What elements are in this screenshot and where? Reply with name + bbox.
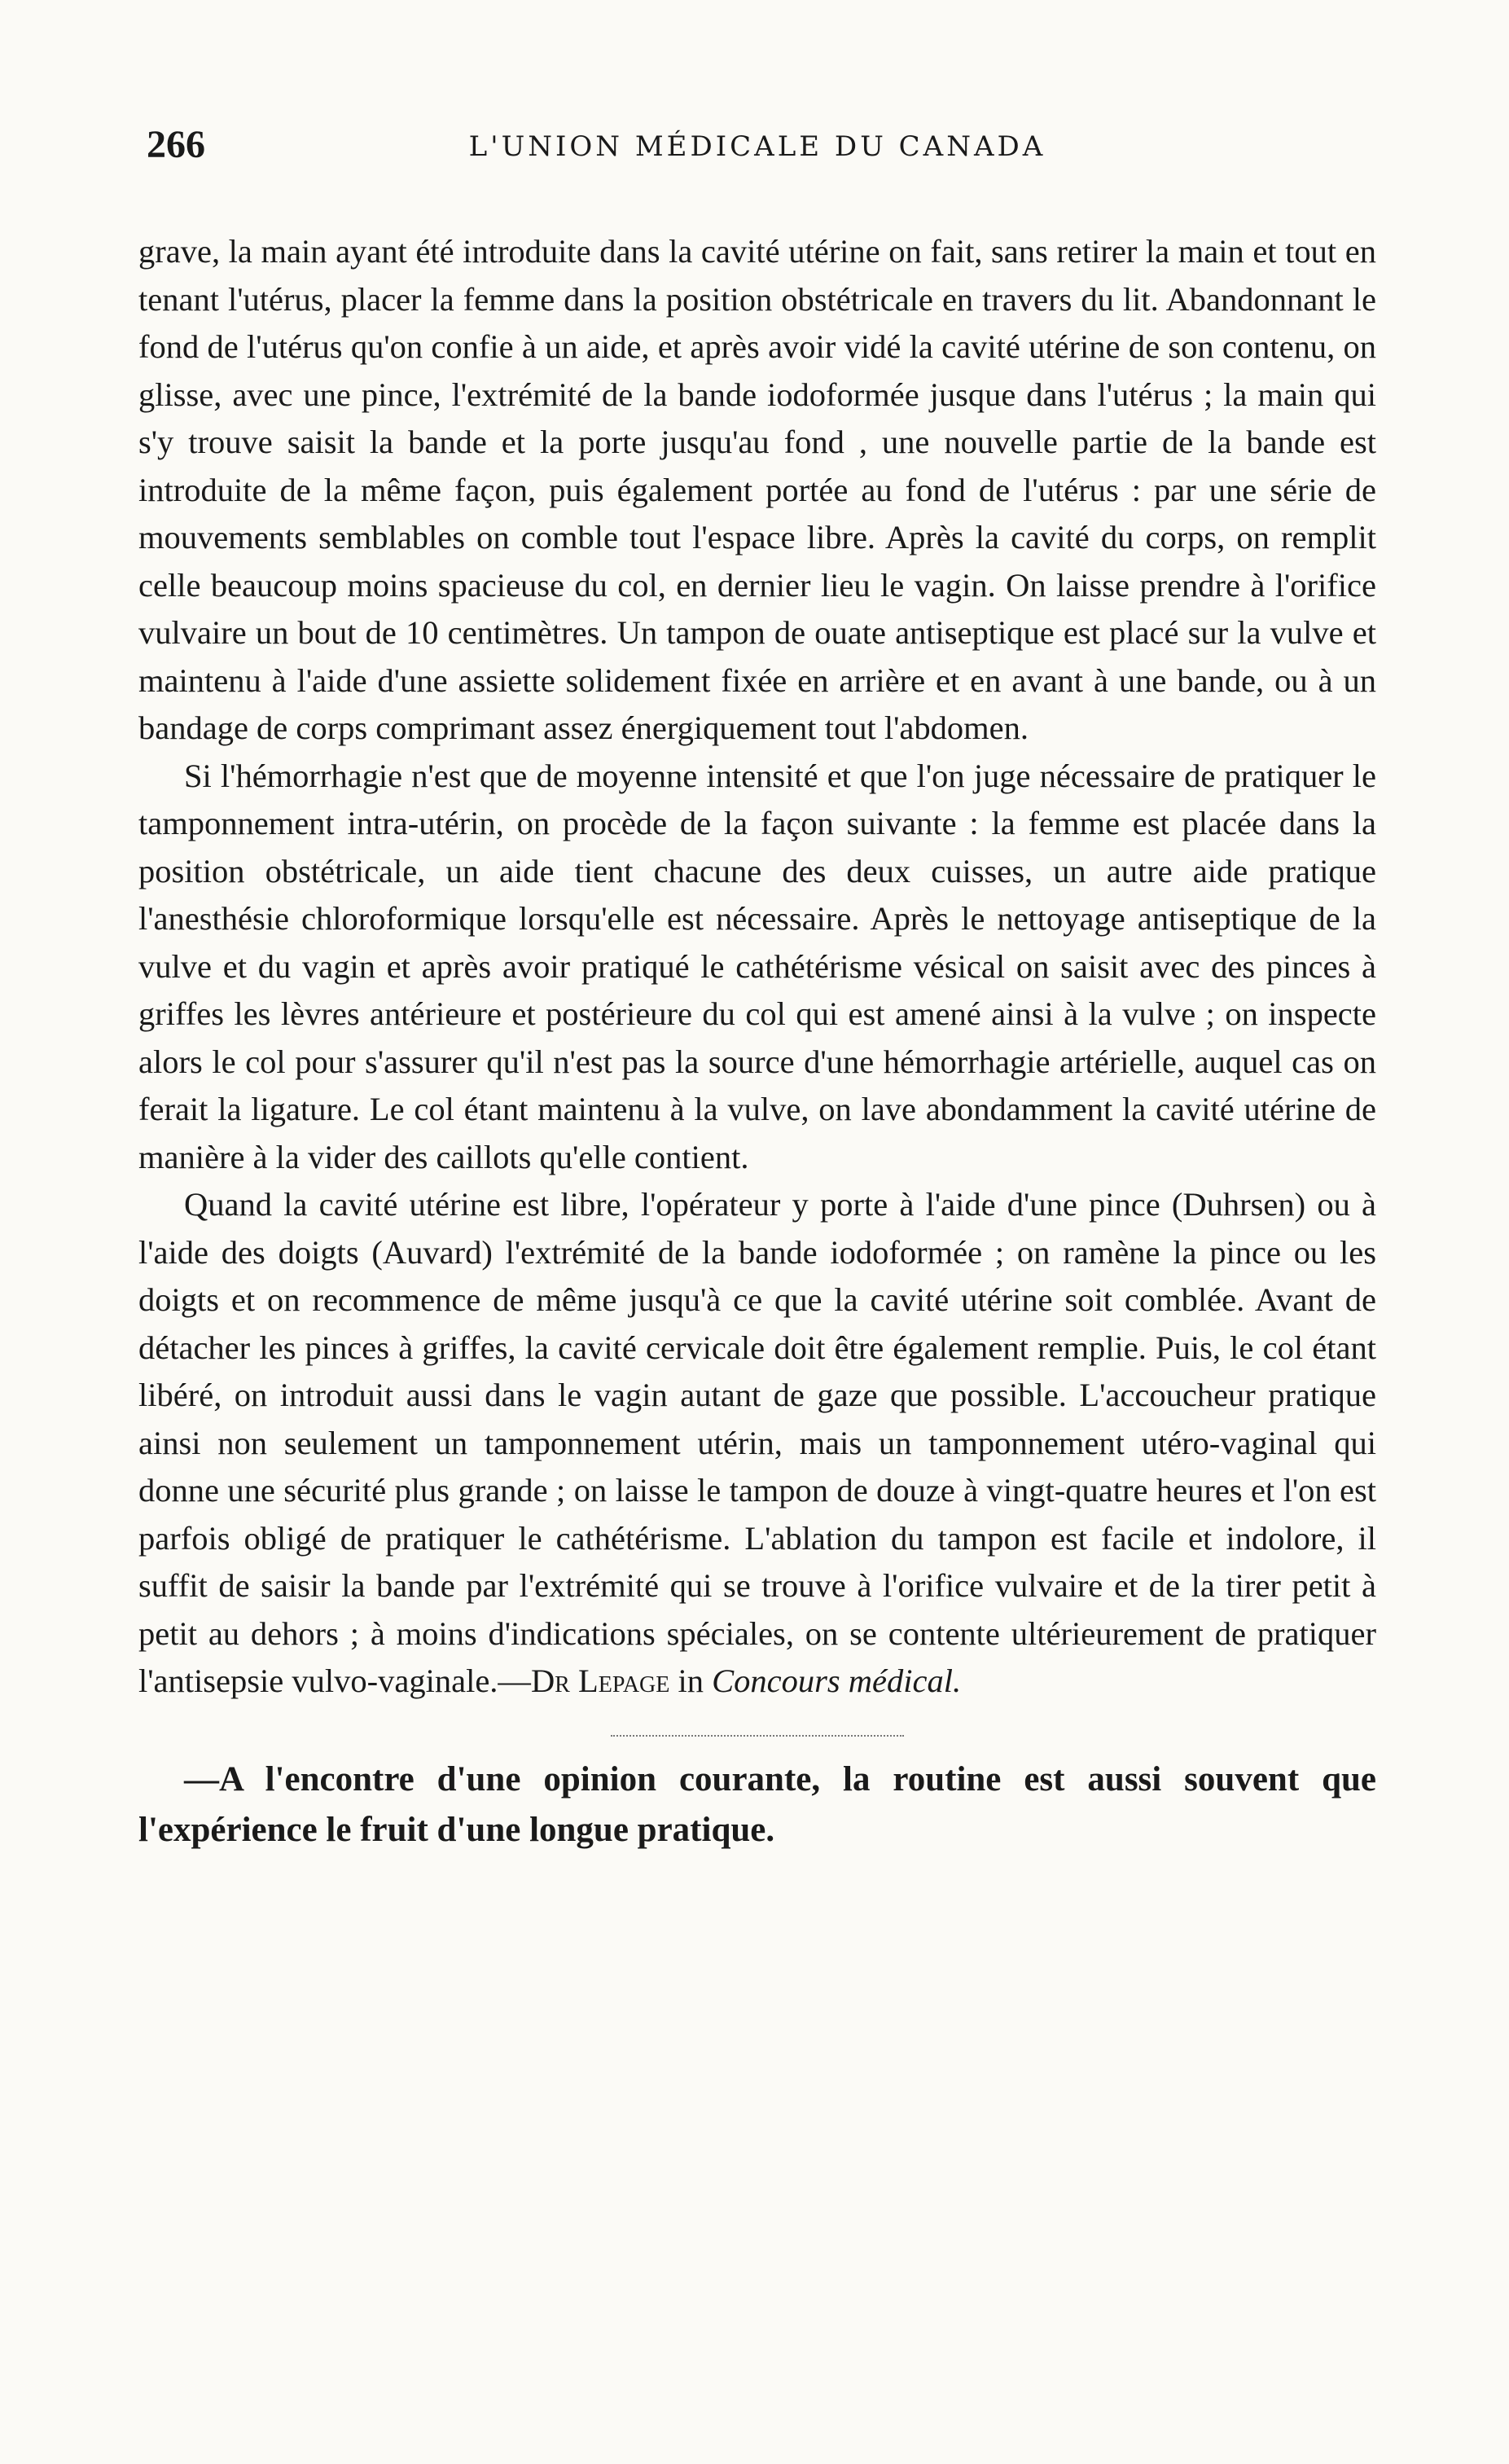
paragraph — [138, 753, 1376, 1182]
paragraph-text: Si l'hémorrhagie n'est que de moyenne intensité et que l'on juge nécessaire de pratiquer le tamponnement intra-utérin, on procède de la façon suivante : la femme est placée dans la position obstétricale, un aide tient chacune des deux cuisses, un autre aide pratique l'anesthésie chloroformique lorsqu'elle est nécessaire. Après le nettoyage antiseptique de la vulve et du vagin et après avoir pratiqué le cathétérisme vésical on saisit avec des pinces à griffes les lèvres antérieure et postérieure du col qui est amené ainsi à la vulve ; on inspecte alors le col pour s'assurer qu'il n'est pas la source d'une hémorrhagie artérielle, auquel cas on ferait la ligature. Le col étant maintenu à la vulve, on lave abondamment la cavité utérine de manière à la vider des caillots qu'elle contient. — [138, 757, 1376, 1175]
page-number: 266 — [147, 123, 205, 166]
running-head: L'UNION MÉDICALE DU CANADA — [468, 130, 1046, 163]
article-body — [138, 228, 1376, 1706]
paragraph — [138, 1181, 1376, 1706]
paragraph-text: grave, la main ayant été introduite dans la cavité utérine on fait, sans retirer la main et tout en tenant l'utérus, placer la femme dans la position obstétricale en travers du lit. Abandonnant le fond de l'utérus qu'on confie à un aide, et après avoir vidé la cavité utérine de son contenu, on glisse, avec une pince, l'extrémité de la bande iodoformée jusque dans l'utérus ; la main qui s'y trouve saisit la bande et la porte jusqu'au fond , une nouvelle partie de la bande est introduite de la même façon, puis également portée au fond de l'utérus : par une série de mouvements semblables on comble tout l'espace libre. Après la cavité du corps, on remplit celle beaucoup moins spacieuse du col, en dernier lieu le vagin. On laisse prendre à l'orifice vulvaire un bout de 10 centimètres. Un tampon de ouate antiseptique est placé sur la vulve et maintenu à l'aide d'une assiette solidement fixée en arrière et en avant à une bande, ou à un bandage de corps comprimant assez énergiquement tout l'abdomen. — [138, 233, 1376, 746]
document-page — [138, 122, 1376, 2427]
attribution-source: Concours médical. — [712, 1662, 962, 1699]
paragraph — [138, 228, 1376, 753]
aphorism: —A l'encontre d'une opinion courante, la routine est aussi souvent que l'expérience le fruit d'une longue pratique. — [138, 1759, 1376, 1849]
section-divider — [611, 1735, 904, 1737]
attribution-author: Dr Lepage — [530, 1662, 670, 1699]
attribution-connector: in — [669, 1662, 713, 1699]
paragraph-text: Quand la cavité utérine est libre, l'opérateur y porte à l'aide d'une pince (Duhrsen) ou à l'aide des doigts (Auvard) l'extrémité de la bande iodoformée ; on ramène la pince ou les doigts et on recommence de même jusqu'à ce que la cavité utérine soit comblée. Avant de détacher les pinces à griffes, la cavité cervicale doit être également remplie. Puis, le col étant libéré, on introduit aussi dans le vagin autant de gaze que possible. L'accoucheur pratique ainsi non seulement un tamponnement utérin, mais un tamponnement utéro-vaginal qui donne une sécurité plus grande ; on laisse le tampon de douze à vingt-quatre heures et l'on est parfois obligé de pratiquer le cathétérisme. L'ablation du tampon est facile et indolore, il suffit de saisir la bande par l'extrémité qui se trouve à l'orifice vulvaire et de la tirer petit à petit au dehors ; à moins d'indications spéciales, on se contente ultérieurement de pratiquer l'antisepsie vulvo-vaginale.— — [138, 1186, 1376, 1699]
page-header — [138, 122, 1376, 187]
